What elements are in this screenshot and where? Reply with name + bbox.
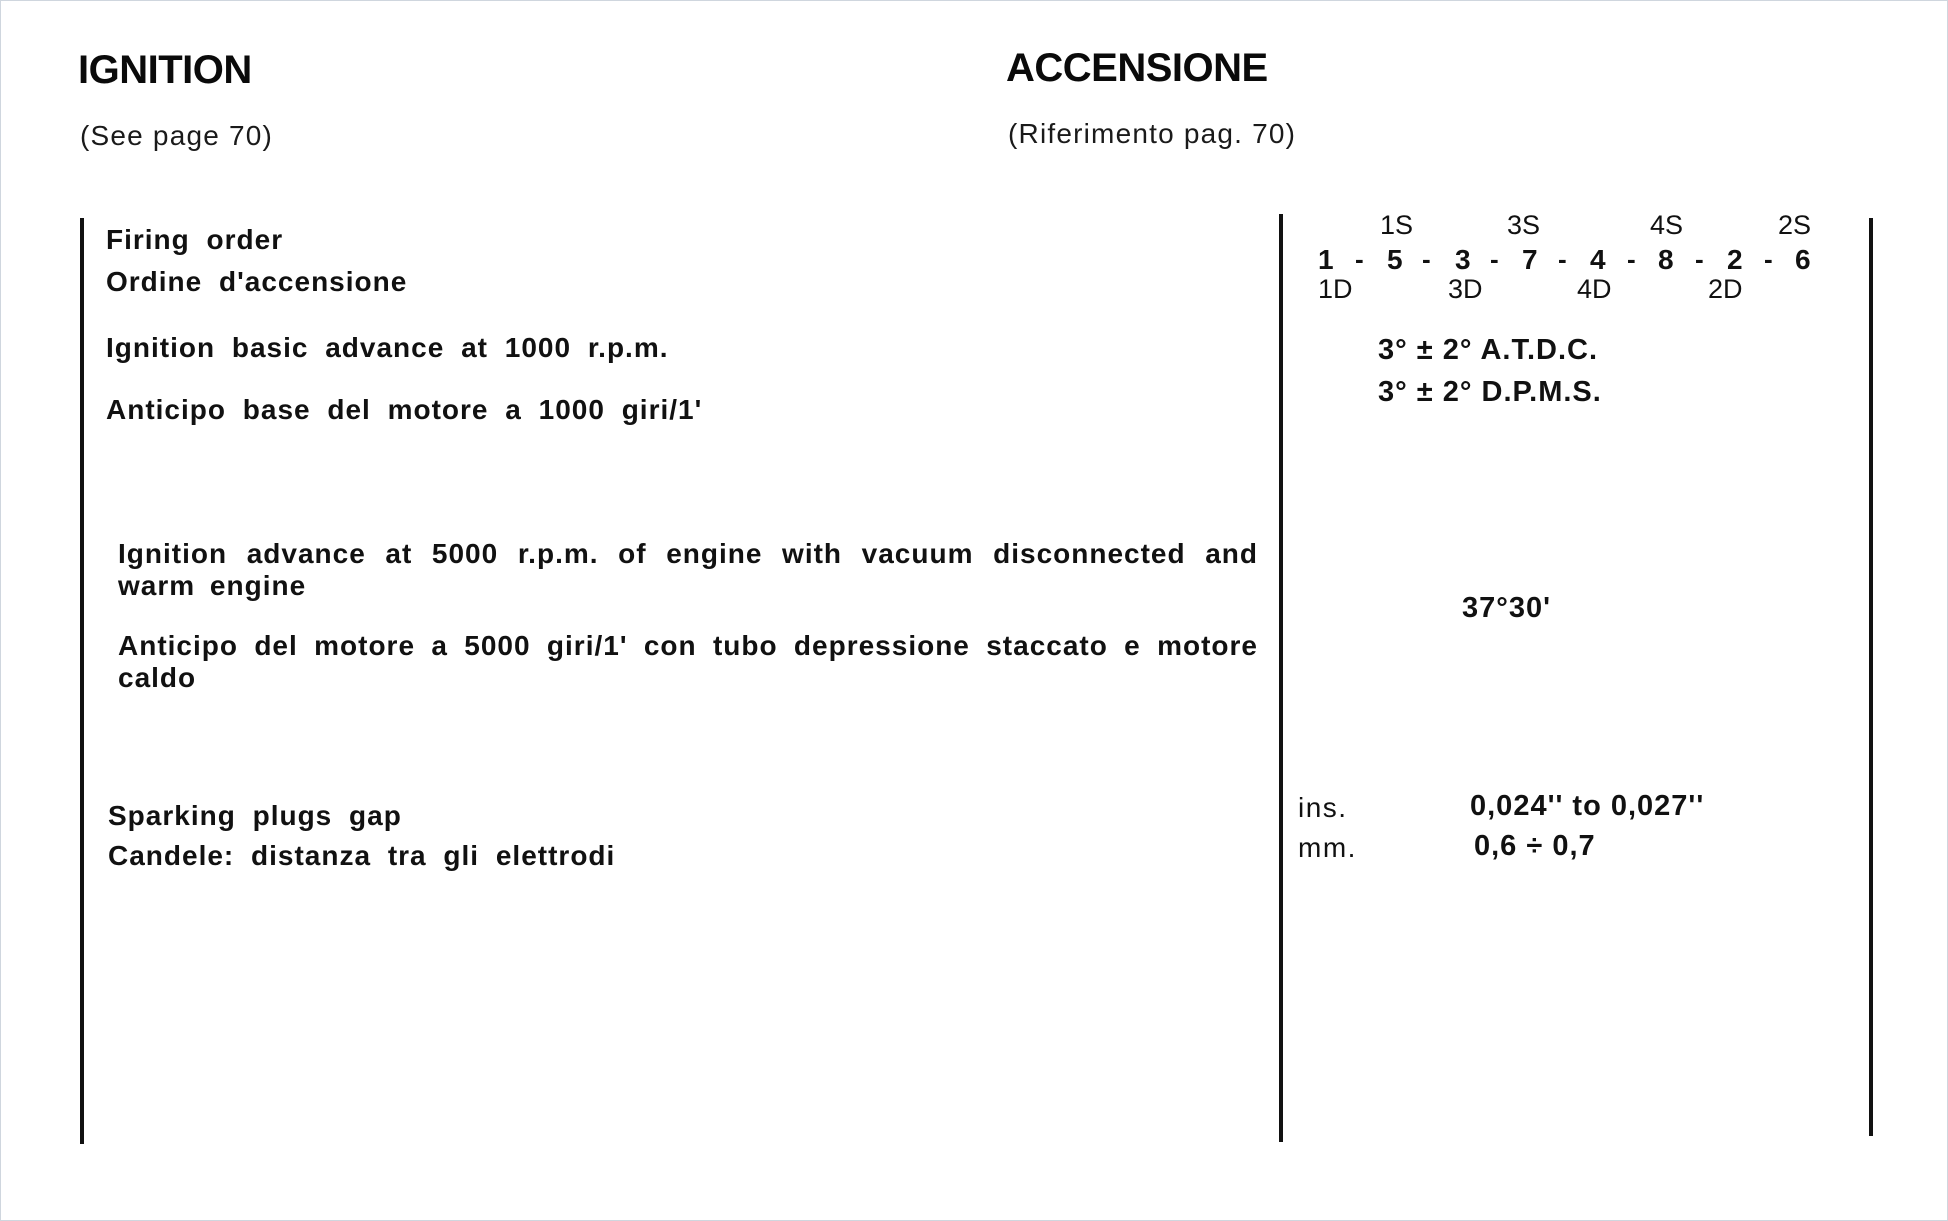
firing-order-cylinder: 6	[1795, 244, 1811, 275]
english-title: IGNITION	[78, 48, 252, 92]
italian-title: ACCENSIONE	[1006, 46, 1268, 90]
firing-order-separator: -	[1558, 244, 1567, 274]
advance-5000-label: Ignition advance at 5000 r.p.m. of engine with vacuum disconnected and warm engine	[118, 538, 1258, 601]
cylinder-label-bottom: 2D	[1708, 274, 1743, 304]
english-page-reference: (See page 70)	[80, 120, 274, 151]
table-left-rule	[80, 218, 84, 1144]
italian-page-reference: (Riferimento pag. 70)	[1008, 118, 1297, 149]
firing-order-separator: -	[1695, 244, 1704, 274]
cylinder-label-bottom: 3D	[1448, 274, 1483, 304]
table-middle-rule	[1279, 214, 1283, 1142]
basic-advance-label: Ignition basic advance at 1000 r.p.m.	[106, 332, 669, 363]
cylinder-label-top: 2S	[1778, 210, 1812, 240]
firing-order-cylinder: 3	[1455, 244, 1471, 275]
spark-gap-value-mm: 0,6 ÷ 0,7	[1474, 830, 1596, 862]
cylinder-label-top: 3S	[1507, 210, 1541, 240]
basic-advance-value-italian: 3° ± 2° D.P.M.S.	[1378, 376, 1602, 408]
advance-5000-value: 37°30'	[1462, 592, 1552, 624]
firing-order-cylinder: 8	[1658, 244, 1674, 275]
cylinder-label-top: 4S	[1650, 210, 1684, 240]
cylinder-label-bottom: 4D	[1577, 274, 1612, 304]
spark-gap-unit-mm: mm.	[1298, 832, 1357, 863]
advance-5000-label-italian: Anticipo del motore a 5000 giri/1' con tubo depressione staccato e motore caldo	[118, 630, 1258, 693]
basic-advance-value: 3° ± 2° A.T.D.C.	[1378, 334, 1599, 366]
firing-order-separator: -	[1490, 244, 1499, 274]
firing-order-cylinder: 4	[1590, 244, 1606, 275]
spark-gap-label: Sparking plugs gap	[108, 800, 402, 831]
spark-gap-value-inches: 0,024'' to 0,027''	[1470, 790, 1705, 822]
firing-order-separator: -	[1355, 244, 1364, 274]
firing-order-label-italian: Ordine d'accensione	[106, 266, 408, 297]
firing-order-label: Firing order	[106, 224, 284, 255]
spark-gap-unit-inches: ins.	[1298, 792, 1348, 823]
firing-order-separator: -	[1422, 244, 1431, 274]
firing-order-cylinder: 5	[1387, 244, 1403, 275]
firing-order-cylinder: 1	[1318, 244, 1334, 275]
firing-order-cylinder: 2	[1727, 244, 1743, 275]
table-right-rule	[1869, 218, 1873, 1136]
firing-order-separator: -	[1627, 244, 1636, 274]
firing-order-separator: -	[1764, 244, 1773, 274]
spark-gap-label-italian: Candele: distanza tra gli elettrodi	[108, 840, 616, 871]
firing-order-cylinder: 7	[1522, 244, 1538, 275]
cylinder-label-bottom: 1D	[1318, 274, 1353, 304]
basic-advance-label-italian: Anticipo base del motore a 1000 giri/1'	[106, 394, 703, 425]
cylinder-label-top: 1S	[1380, 210, 1414, 240]
